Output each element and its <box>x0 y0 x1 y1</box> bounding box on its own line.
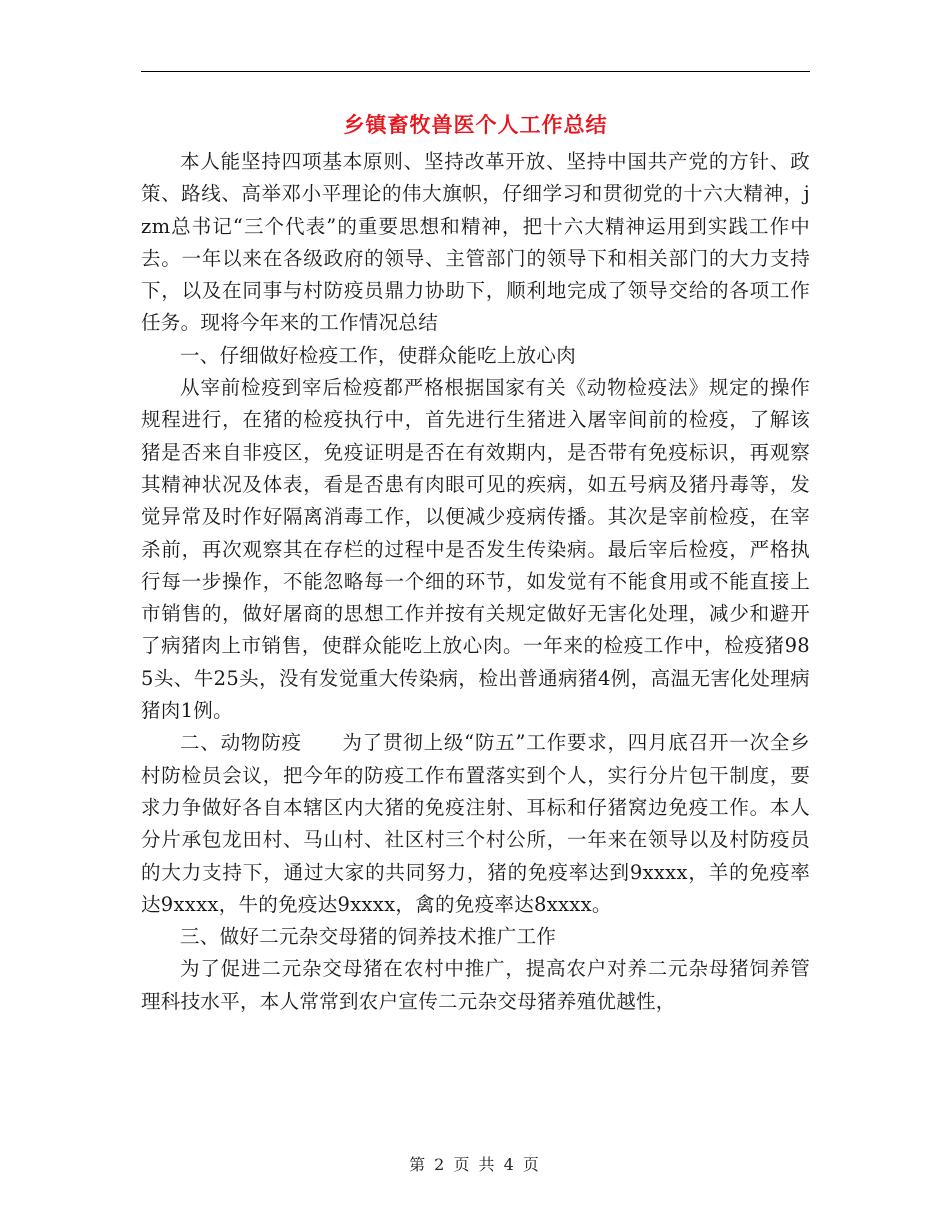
section-3-paragraph: 为了促进二元杂交母猪在农村中推广，提高农户对养二元杂母猪饲养管理科技水平，本人常常到农户宣传二元杂交母猪养殖优越性， <box>141 957 810 1013</box>
section-1-paragraph: 从宰前检疫到宰后检疫都严格根据国家有关《动物检疫法》规定的操作规程进行，在猪的检疫执行中，首先进行生猪进入屠宰间前的检疫，了解该猪是否来自非疫区，免疫证明是否在有效期内，是否带有免疫标识，再观察其精神状况及体表，看是否患有肉眼可见的疾病，如五号病及猪丹毒等，发觉异常及时作好隔离消毒工作，以便减少疫病传播。其次是宰前检疫，在宰杀前，再次观察其在存栏的过程中是否发生传染病。最后宰后检疫，严格执行每一步操作，不能忽略每一个细的环节，如发觉有不能食用或不能直接上市销售的，做好屠商的思想工作并按有关规定做好无害化处理，减少和避开了病猪肉上市销售，使群众能吃上放心肉。一年来的检疫工作中，检疫猪985头、牛25头，没有发觉重大传染病，检出普通病猪4例，高温无害化处理病猪肉1例。 <box>141 376 810 723</box>
section-2-paragraph: 二、动物防疫 为了贯彻上级“防五”工作要求，四月底召开一次全乡村防检员会议，把今年的防疫工作布置落实到个人，实行分片包干制度，要求力争做好各自本辖区内大猪的免疫注射、耳标和仔猪窝边免疫工作。本人分片承包龙田村、马山村、社区村三个村公所，一年来在领导以及村防疫员的大力支持下，通过大家的共同努力，猪的免疫率达到9xxxx，羊的免疫率达9xxxx，牛的免疫达9xxxx，禽的免疫率达8xxxx。 <box>141 731 810 916</box>
document-title: 乡镇畜牧兽医个人工作总结 <box>343 113 608 137</box>
document-body <box>141 146 810 1018</box>
header-rule <box>141 71 810 72</box>
page-footer: 第 2 页 共 4 页 <box>409 1155 541 1174</box>
section-heading-3: 三、做好二元杂交母猪的饲养技术推广工作 <box>180 925 557 949</box>
intro-paragraph: 本人能坚持四项基本原则、坚持改革开放、坚持中国共产党的方针、政策、路线、高举邓小平理论的伟大旗帜，仔细学习和贯彻党的十六大精神，jzm总书记“三个代表”的重要思想和精神，把十六大精神运用到实践工作中去。一年以来在各级政府的领导、主管部门的领导下和相关部门的大力支持下，以及在同事与村防疫员鼎力协助下，顺利地完成了领导交给的各项工作任务。现将今年来的工作情况总结 <box>141 150 810 335</box>
section-heading-1: 一、仔细做好检疫工作，使群众能吃上放心肉 <box>180 343 577 367</box>
